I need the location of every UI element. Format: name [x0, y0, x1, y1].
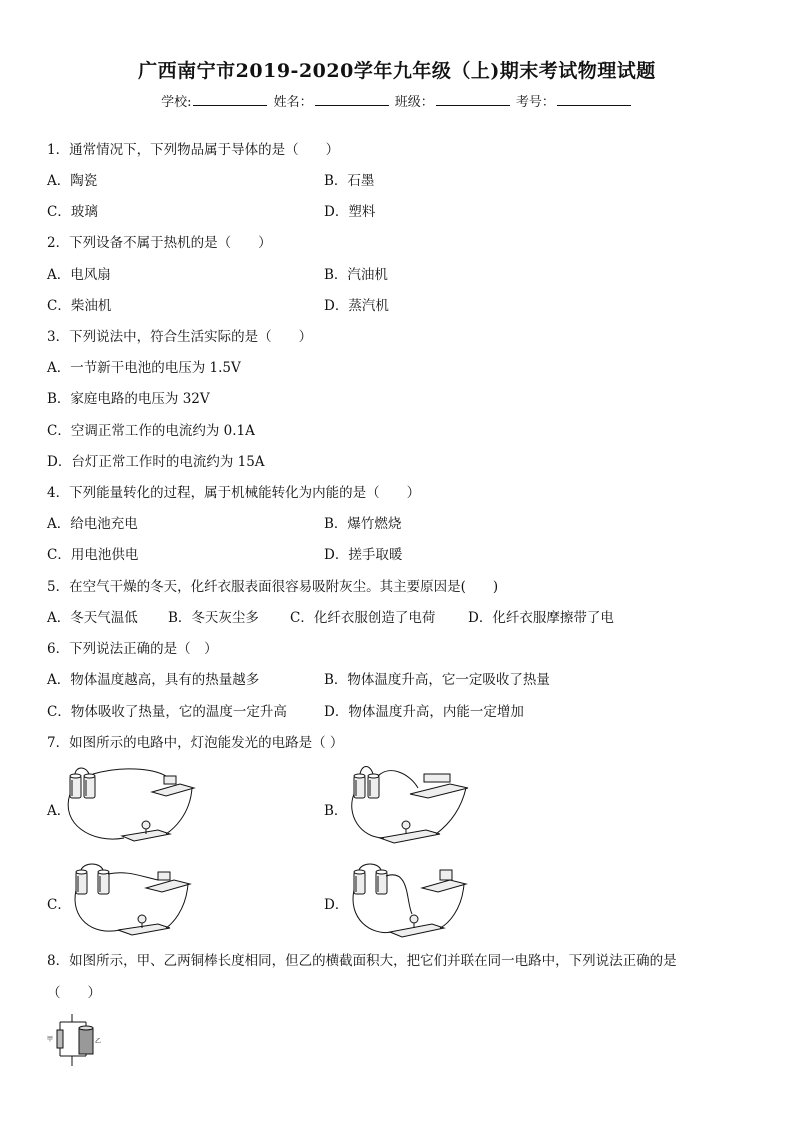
q1-option-d[interactable]: D．塑料 — [324, 204, 376, 220]
question-5-stem: 5．在空气干燥的冬天，化纤衣服表面很容易吸附灰尘。其主要原因是( ) — [47, 579, 499, 595]
q1-option-c[interactable]: C．玻璃 — [47, 204, 98, 220]
q2-option-c[interactable]: C．柴油机 — [47, 298, 112, 314]
copper-rods-diagram — [46, 1012, 106, 1068]
question-4-stem: 4．下列能量转化的过程，属于机械能转化为内能的是（ ） — [47, 485, 421, 501]
question-6-stem: 6．下列说法正确的是（ ） — [47, 641, 218, 657]
class-blank[interactable] — [436, 93, 510, 106]
q2-option-b[interactable]: B．汽油机 — [324, 267, 388, 283]
field-class: 班级： — [394, 95, 434, 110]
q3-option-c[interactable]: C．空调正常工作的电流约为 0.1A — [47, 423, 255, 439]
q7-option-a[interactable]: A． — [47, 803, 71, 819]
circuit-diagram-d — [340, 858, 474, 944]
q4-option-d[interactable]: D．搓手取暖 — [324, 547, 403, 563]
rod-jia-label: 甲 — [47, 1036, 54, 1043]
q3-option-a[interactable]: A．一节新干电池的电压为 1.5V — [47, 360, 241, 376]
q3-option-b[interactable]: B．家庭电路的电压为 32V — [47, 391, 210, 407]
circuit-diagram-a — [62, 764, 196, 850]
q7-option-d[interactable]: D． — [324, 897, 349, 913]
field-name: 姓名： — [273, 95, 313, 110]
q5-option-d[interactable]: D．化纤衣服摩擦带了电 — [468, 610, 614, 626]
q4-option-b[interactable]: B．爆竹燃烧 — [324, 516, 402, 532]
question-8-stem: 8．如图所示，甲、乙两铜棒长度相同，但乙的横截面积大，把它们并联在同一电路中，下列说法正确的是 — [47, 953, 677, 969]
student-info-line — [0, 91, 794, 110]
q6-option-c[interactable]: C．物体吸收了热量，它的温度一定升高 — [47, 704, 287, 720]
field-number: 考号： — [515, 95, 555, 110]
q6-option-d[interactable]: D．物体温度升高，内能一定增加 — [324, 704, 524, 720]
rod-yi-label: 乙 — [95, 1038, 102, 1045]
question-8-stem-cont: （ ） — [47, 985, 101, 1001]
q4-option-a[interactable]: A．给电池充电 — [47, 516, 138, 532]
question-1-stem: 1．通常情况下，下列物品属于导体的是（ ） — [47, 142, 340, 158]
name-blank[interactable] — [315, 93, 389, 106]
page-title: 广西南宁市2019-2020学年九年级（上)期末考试物理试题 — [138, 60, 656, 82]
q5-option-b[interactable]: B．冬天灰尘多 — [168, 610, 259, 626]
school-blank[interactable] — [193, 93, 267, 106]
number-blank[interactable] — [557, 93, 631, 106]
q4-option-c[interactable]: C．用电池供电 — [47, 547, 139, 563]
q2-option-d[interactable]: D．蒸汽机 — [324, 298, 389, 314]
circuit-diagram-c — [62, 858, 196, 944]
question-3-stem: 3．下列说法中，符合生活实际的是（ ） — [47, 329, 313, 345]
q1-option-a[interactable]: A．陶瓷 — [47, 173, 98, 189]
question-2-stem: 2．下列设备不属于热机的是（ ） — [47, 235, 272, 251]
q7-option-b[interactable]: B． — [324, 803, 348, 819]
q2-option-a[interactable]: A．电风扇 — [47, 267, 111, 283]
question-7-stem: 7．如图所示的电路中，灯泡能发光的电路是（ ） — [47, 735, 344, 751]
field-school: 学校: — [161, 95, 192, 110]
q1-option-b[interactable]: B．石墨 — [324, 173, 375, 189]
q3-option-d[interactable]: D．台灯正常工作时的电流约为 15A — [47, 454, 265, 470]
q6-option-b[interactable]: B．物体温度升高，它一定吸收了热量 — [324, 672, 550, 688]
q5-option-a[interactable]: A．冬天气温低 — [47, 610, 138, 626]
q6-option-a[interactable]: A．物体温度越高，具有的热量越多 — [47, 672, 260, 688]
q7-option-c[interactable]: C． — [47, 897, 71, 913]
q5-option-c[interactable]: C．化纤衣服创造了电荷 — [290, 610, 436, 626]
circuit-diagram-b — [340, 764, 474, 850]
